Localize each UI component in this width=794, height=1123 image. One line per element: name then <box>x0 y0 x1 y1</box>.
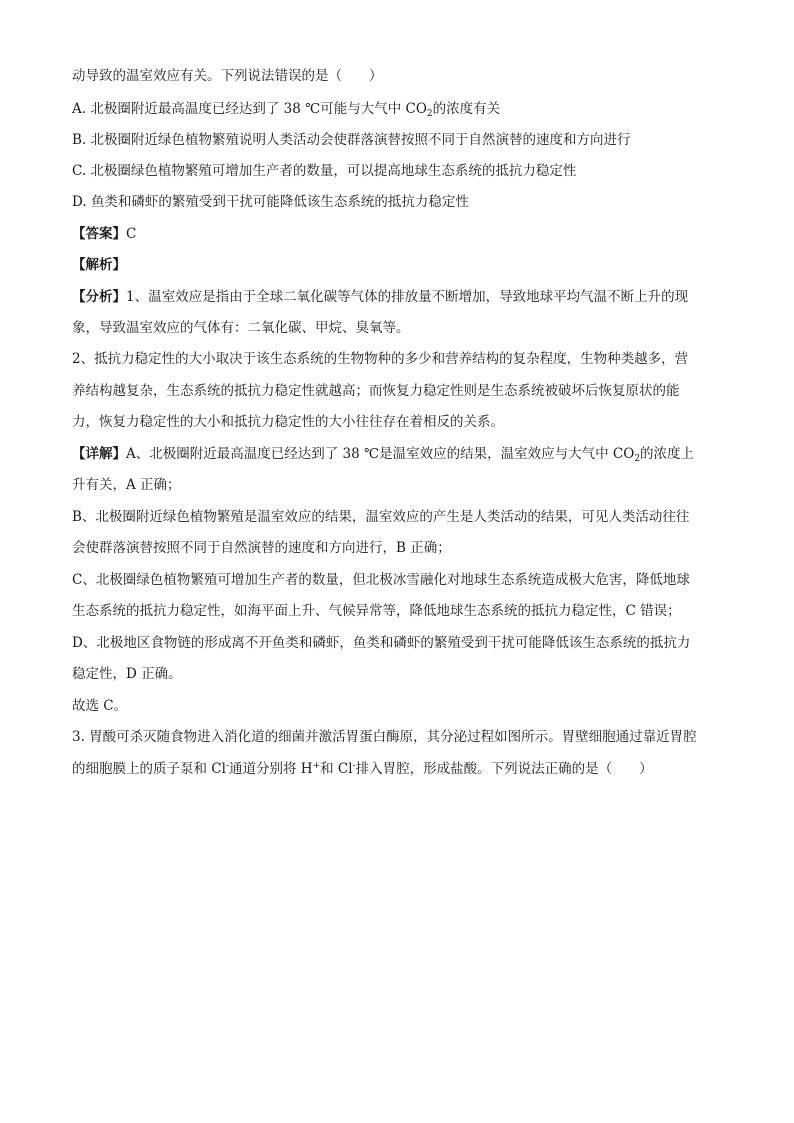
question-3-text-a: 的细胞膜上的质子泵和 Cl <box>72 761 226 777</box>
question-3-text-d: 排入胃腔，形成盐酸。下列说法正确的是（ ） <box>355 761 653 777</box>
question-3-line-2 <box>72 760 722 778</box>
fenxi-line-4: 养结构越复杂，生态系统的抵抗力稳定性就越高；而恢复力稳定性则是生态系统被破坏后恢复原状的能 <box>72 383 680 399</box>
option-c-text: 北极圈绿色植物繁殖可增加生产者的数量，可以提高地球生态系统的抵抗力稳定性 <box>90 163 577 179</box>
conclusion: 故选 C。 <box>72 698 128 714</box>
xiangjie-a-subscript: 2 <box>634 454 641 463</box>
answer-value: C <box>126 226 137 242</box>
xiangjie-d-line-1: D、北极地区食物链的形成离不开鱼类和磷虾，鱼类和磷虾的繁殖受到干扰可能降低该生态系统的抵抗力 <box>72 635 691 651</box>
xiangjie-a-line-1 <box>72 445 722 463</box>
question-3-sup-2: + <box>312 761 321 771</box>
xiangjie-b-line-2: 会使群落演替按照不同于自然演替的速度和方向进行，B 正确； <box>72 540 451 556</box>
fenxi-label: 【分析】 <box>72 289 126 305</box>
question-3-sup-3: - <box>352 761 356 771</box>
question-3-text-c: 和 Cl <box>320 761 353 777</box>
answer-label: 【答案】 <box>72 226 126 242</box>
fenxi-line-5: 力，恢复力稳定性的大小和抵抗力稳定性的大小往往存在着相反的关系。 <box>72 414 504 430</box>
xiangjie-b-line-1: B、北极圈附近绿色植物繁殖是温室效应的结果，温室效应的产生是人类活动的结果，可见人类活动往往 <box>72 509 690 525</box>
fenxi-text-1: 1、温室效应是指由于全球二氧化碳等气体的排放量不断增加，导致地球平均气温不断上升的现 <box>126 289 689 305</box>
question-3-sup-1: - <box>225 761 229 771</box>
option-b-prefix: B. <box>72 132 87 148</box>
question-3-text-b: 通道分别将 H <box>229 761 313 777</box>
fenxi-line-2: 象，导致温室效应的气体有：二氧化碳、甲烷、臭氧等。 <box>72 320 410 336</box>
xiangjie-c-line-1: C、北极圈绿色植物繁殖可增加生产者的数量，但北极冰雪融化对地球生态系统造成极大危害，降低地球 <box>72 572 690 588</box>
option-a-prefix: A. <box>72 101 87 117</box>
fenxi-line-3: 2、抵抗力稳定性的大小取决于该生态系统的生物物种的多少和营养结构的复杂程度，生物种类越多，营 <box>72 351 689 367</box>
question-3-line-1: 3. 胃酸可杀灭随食物进入消化道的细菌并激活胃蛋白酶原，其分泌过程如图所示。胃壁细胞通过靠近胃腔 <box>72 729 697 745</box>
xiangjie-a-text-2: 的浓度上 <box>640 446 695 462</box>
answer-line <box>72 225 722 243</box>
option-b-text: 北极圈附近绿色植物繁殖说明人类活动会使群落演替按照不同于自然演替的速度和方向进行 <box>90 132 631 148</box>
option-a-text-2: 的浓度有关 <box>432 101 501 117</box>
option-c <box>72 162 722 180</box>
option-b <box>72 131 722 149</box>
xiangjie-a-line-2: 升有关，A 正确； <box>72 477 181 493</box>
analysis-label: 【解析】 <box>72 257 126 273</box>
option-a-text-1: 北极圈附近最高温度已经达到了 38 ℃可能与大气中 CO <box>90 101 427 117</box>
option-c-prefix: C. <box>72 163 87 179</box>
fenxi-line-1 <box>72 288 722 306</box>
option-d-prefix: D. <box>72 194 87 210</box>
xiangjie-c-line-2: 生态系统的抵抗力稳定性，如海平面上升、气候异常等，降低地球生态系统的抵抗力稳定性，C 错误； <box>72 603 681 619</box>
option-a <box>72 100 722 118</box>
question-stem-end: 动导致的温室效应有关。下列说法错误的是（ ） <box>72 68 383 84</box>
xiangjie-a-text-1: A、北极圈附近最高温度已经达到了 38 ℃是温室效应的结果，温室效应与大气中 CO <box>126 446 635 462</box>
xiangjie-label: 【详解】 <box>72 446 126 462</box>
xiangjie-d-line-2: 稳定性，D 正确。 <box>72 666 182 682</box>
option-a-subscript: 2 <box>426 109 433 118</box>
option-d <box>72 193 722 211</box>
option-d-text: 鱼类和磷虾的繁殖受到干扰可能降低该生态系统的抵抗力稳定性 <box>90 194 469 210</box>
